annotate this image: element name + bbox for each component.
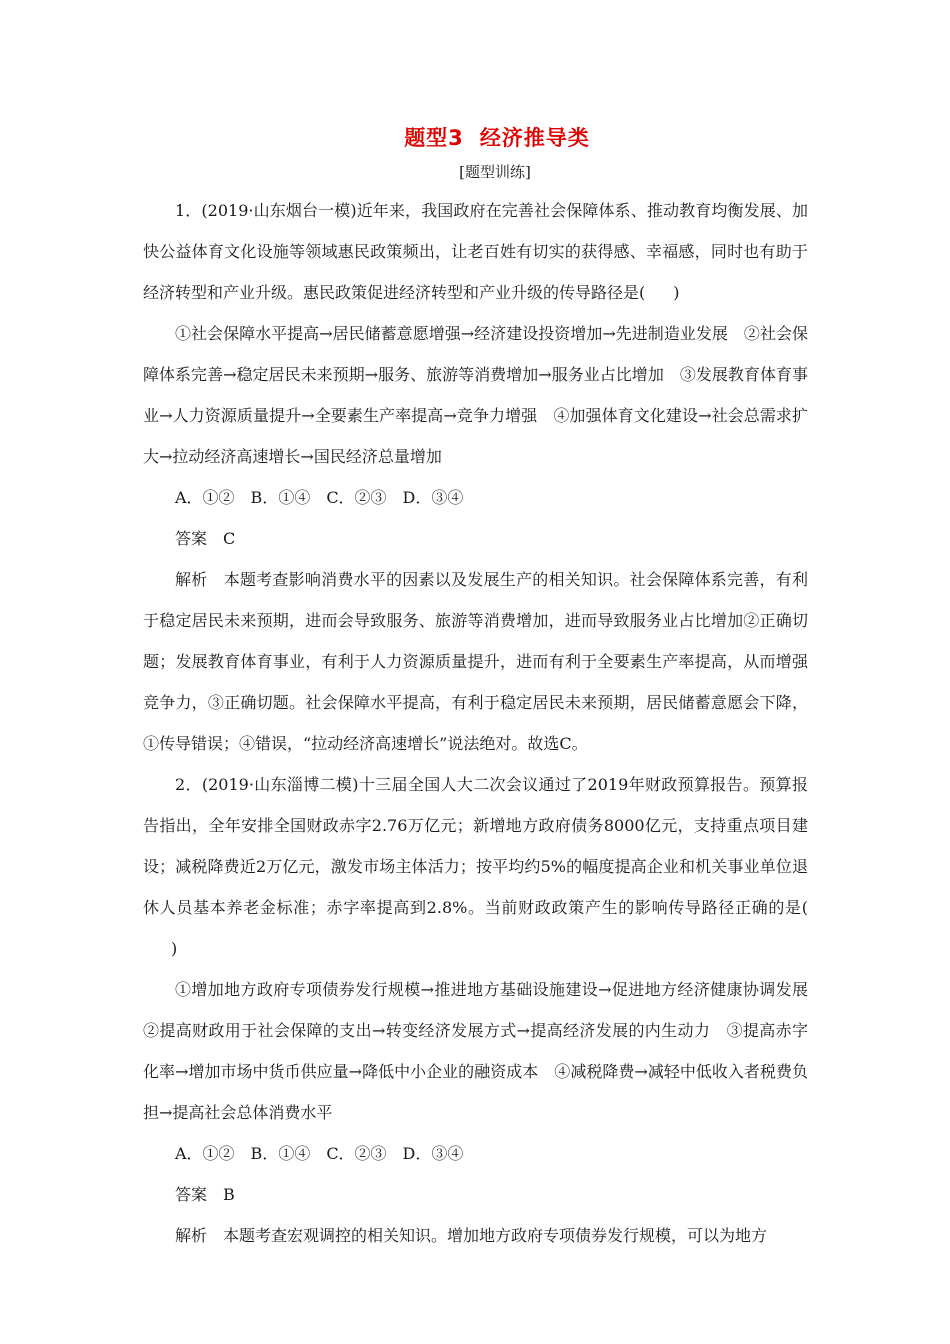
question-1-stem: 1．(2019·山东烟台一模)近年来，我国政府在完善社会保障体系、推动教育均衡发展、加快公益体育文化设施等领域惠民政策频出，让老百姓有切实的获得感、幸福感，同时也有助于经济转型和产业升级。惠民政策促进经济转型和产业升级的传导路径是( ) — [143, 201, 808, 302]
question-1-analysis: 解析 本题考查影响消费水平的因素以及发展生产的相关知识。社会保障体系完善，有利于稳定居民未来预期，进而会导致服务、旅游等消费增加，进而导致服务业占比增加②正确切题；发展教育体育事业，有利于人力资源质量提升，进而有利于全要素生产率提高，从而增强竞争力，③正确切题。社会保障水平提高，有利于稳定居民未来预期，居民储蓄意愿会下降，①传导错误；④错误，“拉动经济高速增长”说法绝对。故选C。 — [143, 570, 808, 753]
content-body — [143, 190, 825, 1256]
title-topic-label: 经济推导类 — [479, 126, 590, 150]
question-1-options: A．①② B．①④ C．②③ D．③④ — [175, 488, 464, 507]
question-2-analysis: 解析 本题考查宏观调控的相关知识。增加地方政府专项债券发行规模，可以为地方 — [175, 1226, 768, 1245]
question-1-statements: ①社会保障水平提高→居民储蓄意愿增强→经济建设投资增加→先进制造业发展 ②社会保障体系完善→稳定居民未来预期→服务、旅游等消费增加→服务业占比增加 ③发展教育体育事业→人力资源质量提升→全要素生产率提高→竞争力增强 ④加强体育文化建设→社会总需求扩大→拉动经济高速增长→国民经济总量增加 — [143, 324, 808, 466]
question-2-statements: ①增加地方政府专项债券发行规模→推进地方基础设施建设→促进地方经济健康协调发展 ②提高财政用于社会保障的支出→转变经济发展方式→提高经济发展的内生动力 ③提高赤字化率→增加市场中货币供应量→降低中小企业的融资成本 ④减税降费→减轻中低收入者税费负担→提高社会总体消费水平 — [143, 980, 825, 1122]
title-type-label: 题型3 — [404, 126, 464, 150]
page-title — [0, 122, 950, 152]
question-2-answer: 答案 B — [175, 1185, 235, 1204]
section-subtitle: [题型训练] — [459, 163, 531, 181]
question-2-stem: 2．(2019·山东淄博二模)十三届全国人大二次会议通过了2019年财政预算报告。预算报告指出，全年安排全国财政赤字2.76万亿元；新增地方政府债务8000亿元，支持重点项目建设；减税降费近2万亿元，激发市场主体活力；按平均约5%的幅度提高企业和机关事业单位退休人员基本养老金标准；赤字率提高到2.8%。当前财政政策产生的影响传导路径正确的是() — [143, 775, 808, 958]
question-1-answer: 答案 C — [175, 529, 236, 548]
question-2-options: A．①② B．①④ C．②③ D．③④ — [175, 1144, 464, 1163]
